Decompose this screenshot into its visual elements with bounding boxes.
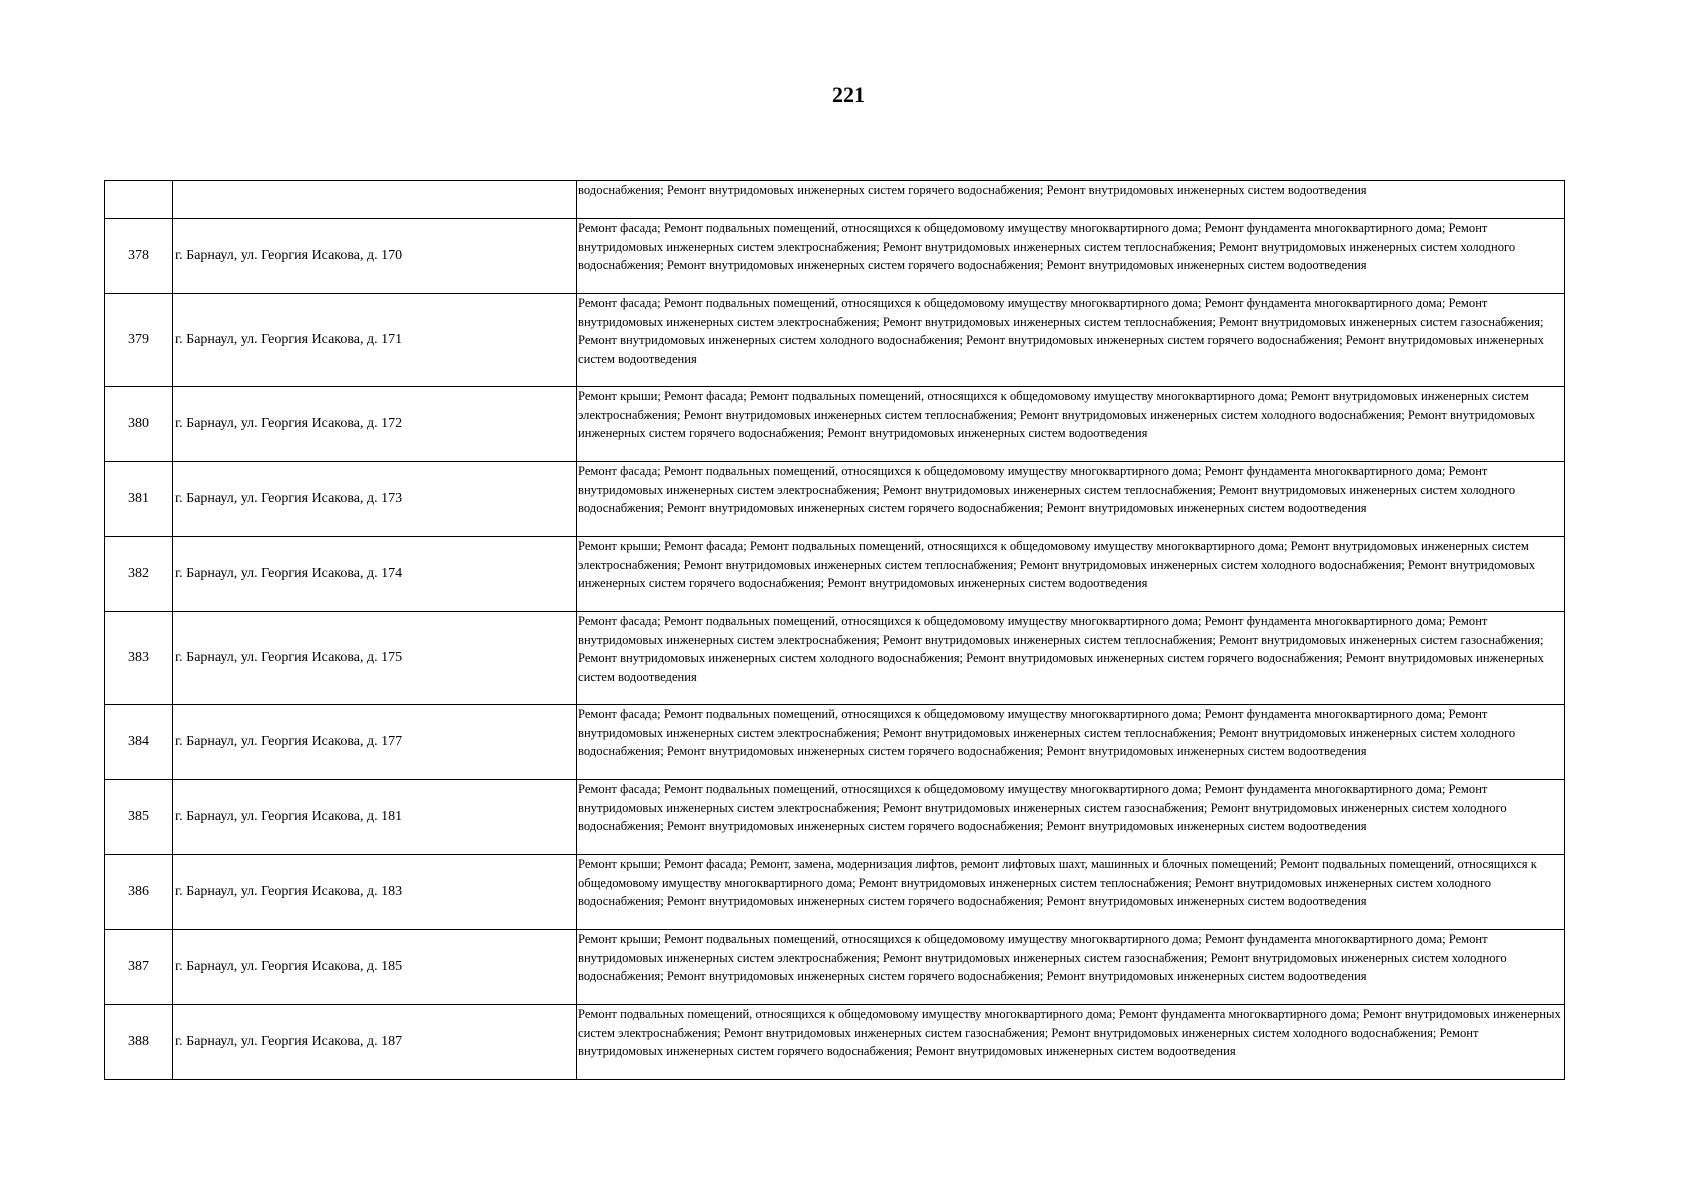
row-number: 378 xyxy=(105,219,173,294)
row-number: 385 xyxy=(105,780,173,855)
row-works: Ремонт фасада; Ремонт подвальных помещений, относящихся к общедомовому имуществу многоквартирного дома; Ремонт фундамента многоквартирного дома; Ремонт внутридомовых инженерных систем электроснабжения; Ремонт внутридомовых инженерных систем газоснабжения; Ремонт внутридомовых инженерных систем холодного водоснабжения; Ремонт внутридомовых инженерных систем горячего водоснабжения; Ремонт внутридомовых инженерных систем водоотведения xyxy=(577,780,1565,855)
row-works: Ремонт фасада; Ремонт подвальных помещений, относящихся к общедомовому имуществу многоквартирного дома; Ремонт фундамента многоквартирного дома; Ремонт внутридомовых инженерных систем электроснабжения; Ремонт внутридомовых инженерных систем теплоснабжения; Ремонт внутридомовых инженерных систем холодного водоснабжения; Ремонт внутридомовых инженерных систем горячего водоснабжения; Ремонт внутридомовых инженерных систем водоотведения xyxy=(577,705,1565,780)
row-address: г. Барнаул, ул. Георгия Исакова, д. 181 xyxy=(173,780,577,855)
table-row xyxy=(105,181,1565,219)
row-works: Ремонт фасада; Ремонт подвальных помещений, относящихся к общедомовому имуществу многоквартирного дома; Ремонт фундамента многоквартирного дома; Ремонт внутридомовых инженерных систем электроснабжения; Ремонт внутридомовых инженерных систем теплоснабжения; Ремонт внутридомовых инженерных систем газоснабжения; Ремонт внутридомовых инженерных систем холодного водоснабжения; Ремонт внутридомовых инженерных систем горячего водоснабжения; Ремонт внутридомовых инженерных систем водоотведения xyxy=(577,612,1565,705)
row-number xyxy=(105,181,173,219)
row-address: г. Барнаул, ул. Георгия Исакова, д. 174 xyxy=(173,537,577,612)
row-number: 387 xyxy=(105,930,173,1005)
row-number: 382 xyxy=(105,537,173,612)
table-row xyxy=(105,387,1565,462)
row-address: г. Барнаул, ул. Георгия Исакова, д. 173 xyxy=(173,462,577,537)
page-number: 221 xyxy=(832,82,865,107)
row-number: 384 xyxy=(105,705,173,780)
table-row xyxy=(105,294,1565,387)
row-number: 388 xyxy=(105,1005,173,1080)
row-works: Ремонт фасада; Ремонт подвальных помещений, относящихся к общедомовому имуществу многоквартирного дома; Ремонт фундамента многоквартирного дома; Ремонт внутридомовых инженерных систем электроснабжения; Ремонт внутридомовых инженерных систем теплоснабжения; Ремонт внутридомовых инженерных систем холодного водоснабжения; Ремонт внутридомовых инженерных систем горячего водоснабжения; Ремонт внутридомовых инженерных систем водоотведения xyxy=(577,219,1565,294)
row-number: 380 xyxy=(105,387,173,462)
row-address: г. Барнаул, ул. Георгия Исакова, д. 177 xyxy=(173,705,577,780)
row-address xyxy=(173,181,577,219)
row-number: 386 xyxy=(105,855,173,930)
row-works: Ремонт крыши; Ремонт фасада; Ремонт подвальных помещений, относящихся к общедомовому имуществу многоквартирного дома; Ремонт внутридомовых инженерных систем электроснабжения; Ремонт внутридомовых инженерных систем теплоснабжения; Ремонт внутридомовых инженерных систем холодного водоснабжения; Ремонт внутридомовых инженерных систем горячего водоснабжения; Ремонт внутридомовых инженерных систем водоотведения xyxy=(577,537,1565,612)
row-works: Ремонт фасада; Ремонт подвальных помещений, относящихся к общедомовому имуществу многоквартирного дома; Ремонт фундамента многоквартирного дома; Ремонт внутридомовых инженерных систем электроснабжения; Ремонт внутридомовых инженерных систем теплоснабжения; Ремонт внутридомовых инженерных систем газоснабжения; Ремонт внутридомовых инженерных систем холодного водоснабжения; Ремонт внутридомовых инженерных систем горячего водоснабжения; Ремонт внутридомовых инженерных систем водоотведения xyxy=(577,294,1565,387)
row-address: г. Барнаул, ул. Георгия Исакова, д. 185 xyxy=(173,930,577,1005)
table-row xyxy=(105,219,1565,294)
row-works: Ремонт фасада; Ремонт подвальных помещений, относящихся к общедомовому имуществу многоквартирного дома; Ремонт фундамента многоквартирного дома; Ремонт внутридомовых инженерных систем электроснабжения; Ремонт внутридомовых инженерных систем теплоснабжения; Ремонт внутридомовых инженерных систем холодного водоснабжения; Ремонт внутридомовых инженерных систем горячего водоснабжения; Ремонт внутридомовых инженерных систем водоотведения xyxy=(577,462,1565,537)
row-works: водоснабжения; Ремонт внутридомовых инженерных систем горячего водоснабжения; Ремонт внутридомовых инженерных систем водоотведения xyxy=(577,181,1565,219)
row-works: Ремонт крыши; Ремонт фасада; Ремонт, замена, модернизация лифтов, ремонт лифтовых шахт, машинных и блочных помещений; Ремонт подвальных помещений, относящихся к общедомовому имуществу многоквартирного дома; Ремонт внутридомовых инженерных систем теплоснабжения; Ремонт внутридомовых инженерных систем холодного водоснабжения; Ремонт внутридомовых инженерных систем горячего водоснабжения; Ремонт внутридомовых инженерных систем водоотведения xyxy=(577,855,1565,930)
row-address: г. Барнаул, ул. Георгия Исакова, д. 175 xyxy=(173,612,577,705)
table-row xyxy=(105,930,1565,1005)
row-works: Ремонт крыши; Ремонт подвальных помещений, относящихся к общедомовому имуществу многоквартирного дома; Ремонт фундамента многоквартирного дома; Ремонт внутридомовых инженерных систем электроснабжения; Ремонт внутридомовых инженерных систем газоснабжения; Ремонт внутридомовых инженерных систем холодного водоснабжения; Ремонт внутридомовых инженерных систем горячего водоснабжения; Ремонт внутридомовых инженерных систем водоотведения xyxy=(577,930,1565,1005)
row-number: 381 xyxy=(105,462,173,537)
table-row xyxy=(105,780,1565,855)
row-address: г. Барнаул, ул. Георгия Исакова, д. 172 xyxy=(173,387,577,462)
row-number: 379 xyxy=(105,294,173,387)
row-address: г. Барнаул, ул. Георгия Исакова, д. 170 xyxy=(173,219,577,294)
repair-works-table xyxy=(104,180,1565,1080)
row-works: Ремонт крыши; Ремонт фасада; Ремонт подвальных помещений, относящихся к общедомовому имуществу многоквартирного дома; Ремонт внутридомовых инженерных систем электроснабжения; Ремонт внутридомовых инженерных систем теплоснабжения; Ремонт внутридомовых инженерных систем холодного водоснабжения; Ремонт внутридомовых инженерных систем горячего водоснабжения; Ремонт внутридомовых инженерных систем водоотведения xyxy=(577,387,1565,462)
table-row xyxy=(105,705,1565,780)
row-address: г. Барнаул, ул. Георгия Исакова, д. 171 xyxy=(173,294,577,387)
row-works: Ремонт подвальных помещений, относящихся к общедомовому имуществу многоквартирного дома; Ремонт фундамента многоквартирного дома; Ремонт внутридомовых инженерных систем электроснабжения; Ремонт внутридомовых инженерных систем газоснабжения; Ремонт внутридомовых инженерных систем холодного водоснабжения; Ремонт внутридомовых инженерных систем горячего водоснабжения; Ремонт внутридомовых инженерных систем водоотведения xyxy=(577,1005,1565,1080)
table-row xyxy=(105,537,1565,612)
table-row xyxy=(105,612,1565,705)
table-row xyxy=(105,855,1565,930)
row-number: 383 xyxy=(105,612,173,705)
row-address: г. Барнаул, ул. Георгия Исакова, д. 187 xyxy=(173,1005,577,1080)
table-row xyxy=(105,1005,1565,1080)
table-row xyxy=(105,462,1565,537)
row-address: г. Барнаул, ул. Георгия Исакова, д. 183 xyxy=(173,855,577,930)
